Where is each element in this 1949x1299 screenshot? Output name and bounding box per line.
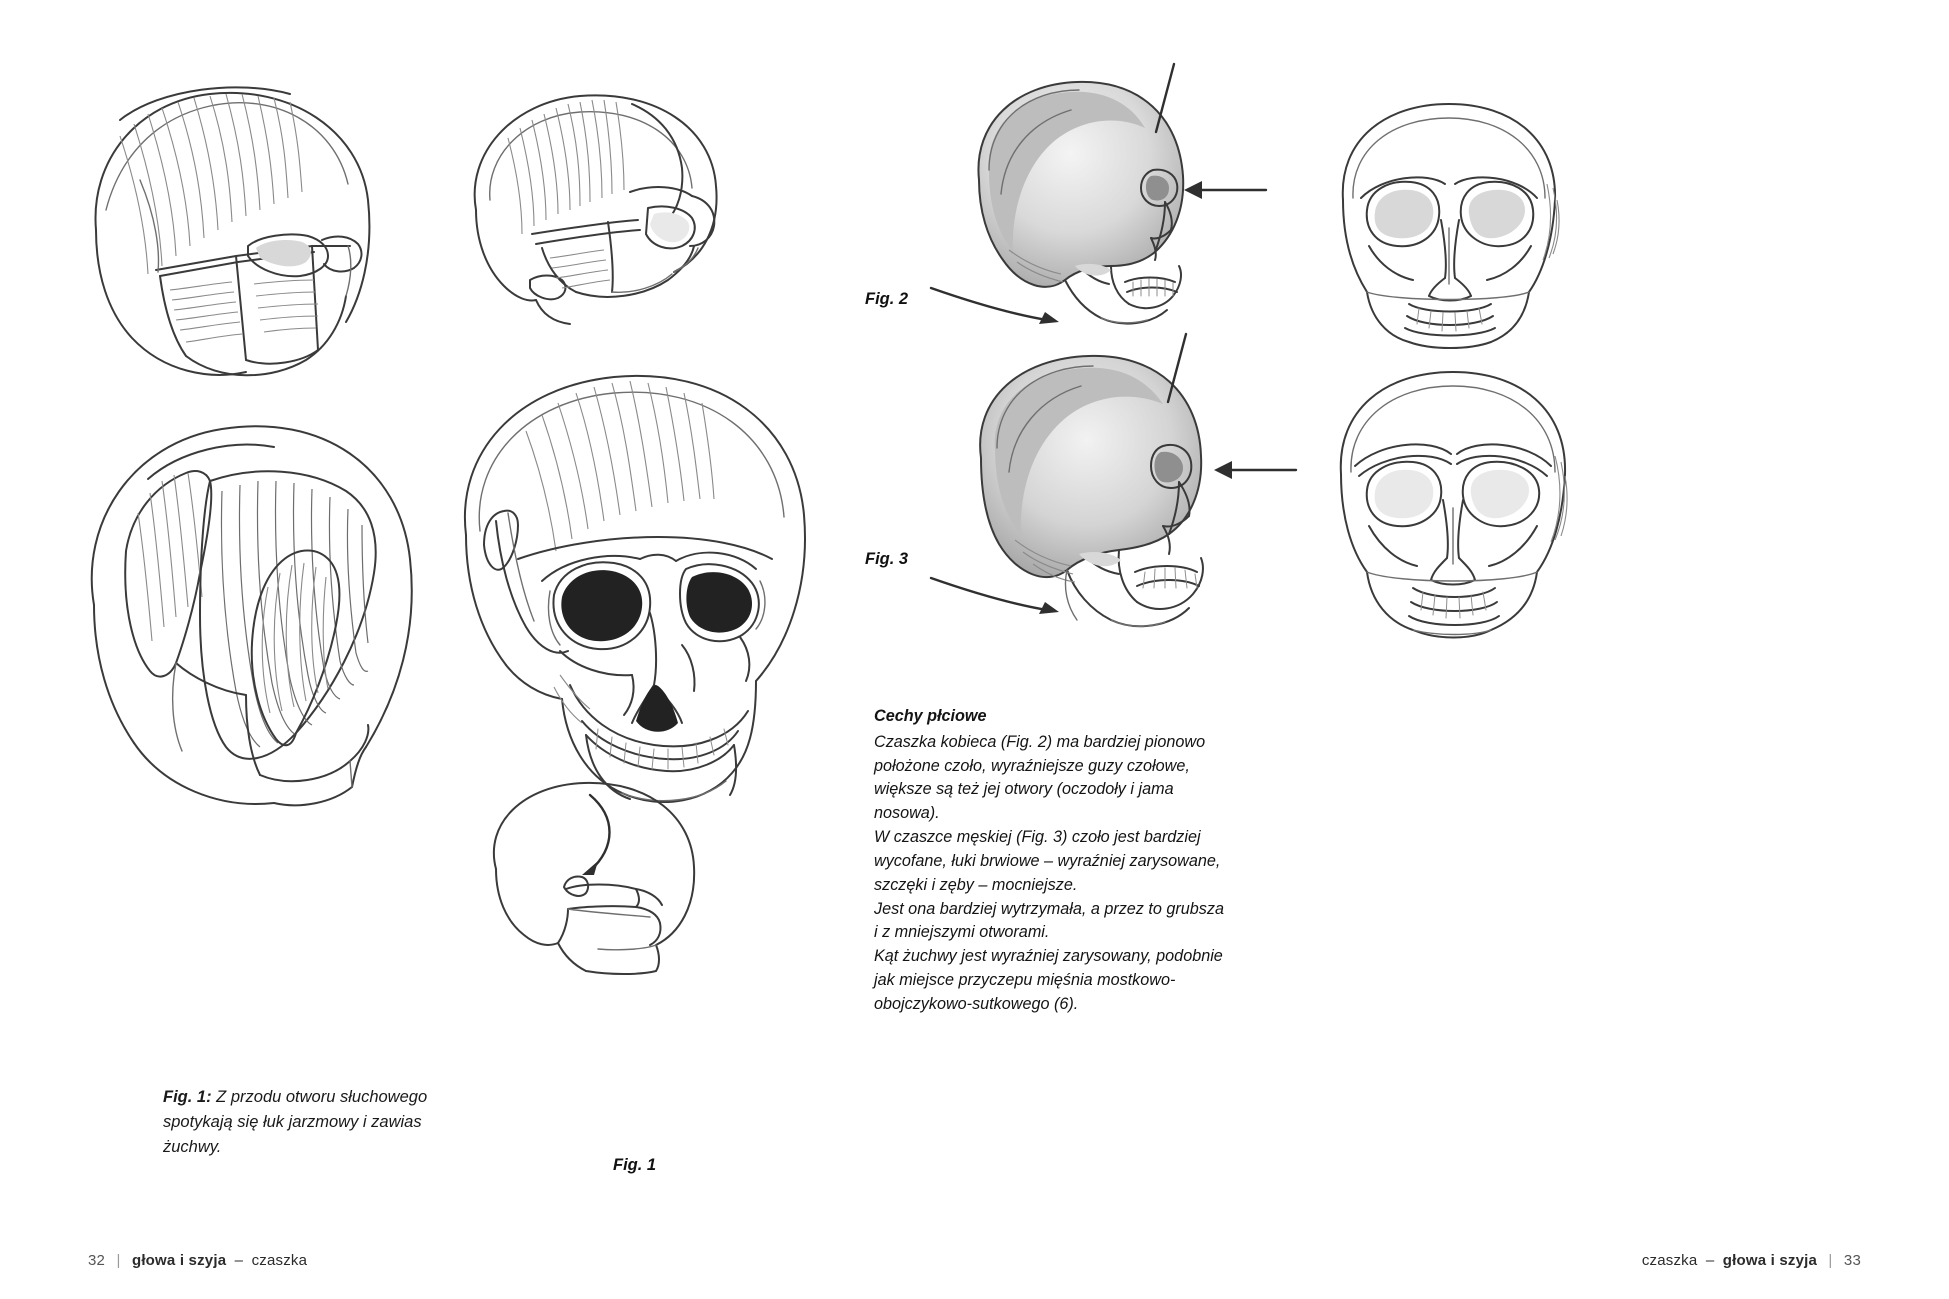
text-block-paragraph-3: Jest ona bardziej wytrzymała, a przez to grubsza i z mniejszymi otworami. (874, 899, 1224, 942)
folio-dash-right: – (1705, 1252, 1715, 1269)
footer-right (1642, 1252, 1861, 1269)
figure-label-fig2: Fig. 2 (865, 290, 909, 308)
text-block-sex-characteristics (874, 705, 1229, 1017)
folio-number-left: 32 (88, 1252, 106, 1269)
folio-separator-bar-right: | (1828, 1252, 1833, 1269)
fig2-vertical-tick (1150, 60, 1190, 140)
fig3-arrow-to-profile (1210, 450, 1300, 490)
fig3-arrow-lower-left (925, 570, 1065, 620)
caption-fig1-text: Z przodu otworu słuchowego spotykają się łuk jarzmowy i zawias żuchwy. (163, 1088, 428, 1156)
fig3-vertical-tick (1160, 330, 1200, 410)
figure-label-fig1-small: Fig. 1 (613, 1156, 657, 1174)
fig2-arrow-to-profile (1180, 170, 1270, 210)
caption-fig1-label: Fig. 1: (163, 1088, 212, 1106)
folio-chapter-left: głowa i szyja (131, 1252, 227, 1269)
folio-number-right: 33 (1843, 1252, 1861, 1269)
figure-label-fig3: Fig. 3 (865, 550, 909, 568)
text-block-heading: Cechy płciowe (874, 707, 987, 725)
figure-male-skull-profile (955, 340, 1275, 670)
fig2-arrow-lower-left (925, 280, 1065, 330)
text-block-paragraph-1: Czaszka kobieca (Fig. 2) ma bardziej pionowo położone czoło, wyraźniejsze guzy czołowe, większe są też jej otwory (oczodoły i jama nosowa). (874, 732, 1206, 823)
caption-fig1 (163, 1085, 433, 1159)
right-page (865, 0, 1949, 1299)
figure-male-skull-front (1305, 358, 1605, 648)
folio-separator-bar-left: | (116, 1252, 121, 1269)
figure-female-skull-front (1305, 88, 1595, 358)
folio-chapter-right: głowa i szyja (1722, 1252, 1818, 1269)
folio-section-right: czaszka (1641, 1252, 1698, 1269)
figure-skull-profile-construction (420, 72, 760, 352)
text-block-paragraph-4: Kąt żuchwy jest wyraźniej zarysowany, podobnie jak miejsce przyczepu mięśnia mostkowo-obojczykowo-sutkowego (6). (874, 947, 1223, 1013)
text-block-paragraph-2: W czaszce męskiej (Fig. 3) czoło jest bardziej wycofane, łuki brwiowe – wyraźniej zarysowane, szczęki i zęby – mocniejsze. (874, 828, 1221, 894)
figure-head-planes-three-quarter-front (60, 60, 420, 400)
folio-dash-left: – (234, 1252, 244, 1269)
figure-skull-profile-diagram-arrow (470, 775, 750, 975)
footer-left (88, 1252, 307, 1269)
figure-skull-three-quarter-detailed (400, 345, 840, 825)
folio-section-left: czaszka (251, 1252, 308, 1269)
